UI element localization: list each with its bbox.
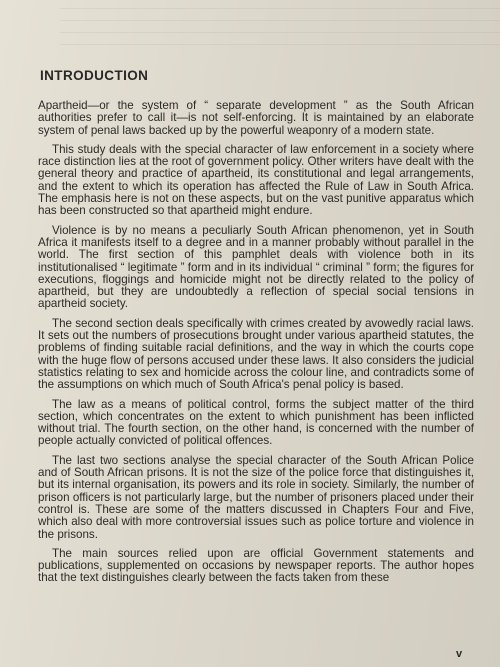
- paragraph-3: Violence is by no means a peculiarly South African phenomenon, yet in South Africa it manifests itself to a degree and in a manner probably without parallel in the world. The first section of this pamphlet deals with violence both in its institutionalised “ legitimate ” form and in its individual “ criminal ” form; the figures for executions, floggings and homicide might not be directly related to the policy of apartheid, but they are undoubtedly a reflection of special social tensions in apartheid society.: [38, 223, 474, 311]
- show-through-text: [60, 0, 500, 45]
- page-title: INTRODUCTION: [40, 68, 149, 83]
- paragraph-4: The second section deals specifically with crimes created by avowedly racial laws. It sets out the numbers of prosecutions brought under various apartheid statutes, the problems of finding suitable racial definitions, and the way in which the courts cope with the huge flow of persons accused under these laws. It also considers the judicial statistics relating to sex and homicide across the colour line, and contradicts some of the assumptions on which much of South Africa's penal policy is based.: [38, 316, 474, 392]
- paragraph-7: The main sources relied upon are official Government statements and publications, supplemented on occasions by newspaper reports. The author hopes that the text distinguishes clearly between the facts taken from these: [38, 546, 474, 585]
- page-number: v: [456, 648, 463, 660]
- paragraph-1: Apartheid—or the system of “ separate development ” as the South African authorities prefer to call it—is not self-enforcing. It is maintained by an elaborate system of penal laws backed up by the powerful weaponry of a modern state.: [38, 99, 474, 137]
- paragraph-6: The last two sections analyse the special character of the South African Police and of South African prisons. It is not the size of the police force that distinguishes it, but its internal organisation, its powers and its role in society. Similarly, the number of prison officers is not particularly large, but the number of prisoners placed under their control is. These are some of the matters discussed in Chapters Four and Five, which also deal with more controversial issues such as police torture and violence in the prisons.: [38, 453, 474, 541]
- paragraph-5: The law as a means of political control, forms the subject matter of the third section, which concentrates on the extent to which punishment has been inflicted without trial. The fourth section, on the other hand, is concerned with the number of people actually convicted of political offences.: [38, 397, 474, 448]
- paragraph-2: This study deals with the special character of law enforcement in a society where race distinction lies at the root of government policy. Other writers have dealt with the general theory and practice of apartheid, its constitutional and legal arrangements, and the extent to which its operation has affected the Rule of Law in South Africa. The emphasis here is not on these aspects, but on the vast punitive apparatus which has been constructed so that apartheid might endure.: [38, 142, 474, 218]
- body-text: [38, 100, 474, 592]
